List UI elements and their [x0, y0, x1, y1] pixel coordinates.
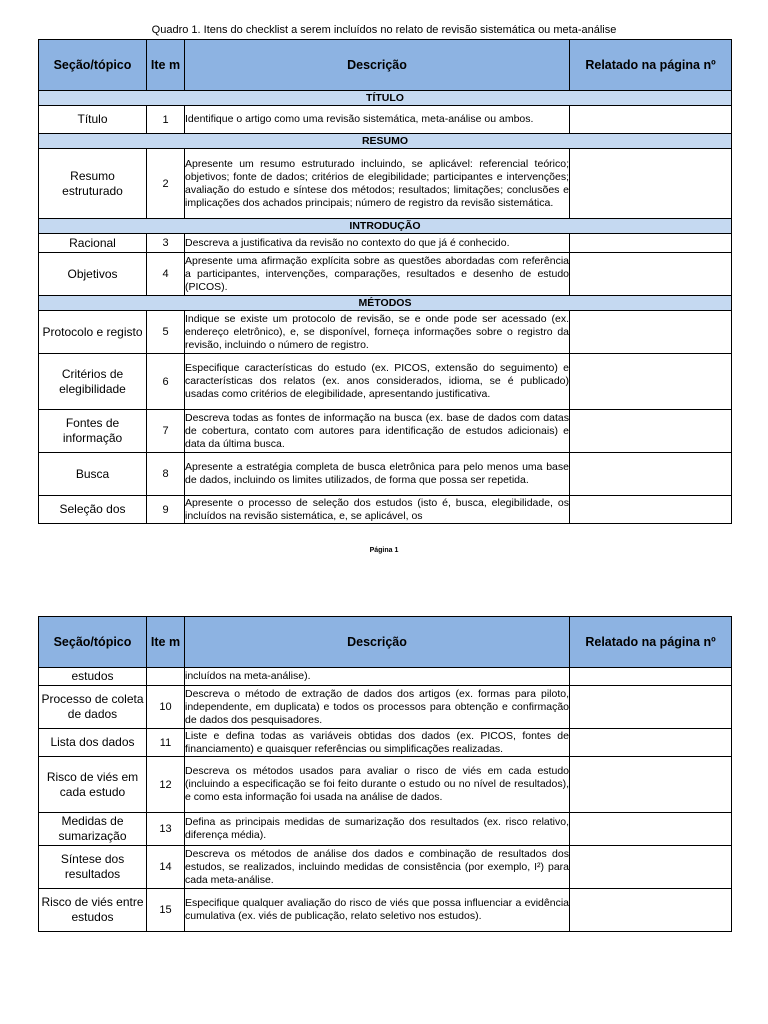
row-topic: Título: [39, 106, 147, 134]
row-page-cell: [570, 757, 732, 813]
row-item: 9: [147, 496, 185, 524]
row-topic: Lista dos dados: [39, 729, 147, 757]
row-page-cell: [570, 668, 732, 686]
row-item: 13: [147, 813, 185, 846]
row-topic: Resumo estruturado: [39, 149, 147, 219]
row-description: Especifique características do estudo (ex. PICOS, extensão do seguimento) e características dos relatos (ex. anos considerados, idioma, se é publicado) usadas como critérios de elegibilidade, apresentando justificativa.: [185, 354, 570, 410]
row-description: Descreva a justificativa da revisão no contexto do que já é conhecido.: [185, 234, 570, 253]
row-topic: Seleção dos: [39, 496, 147, 524]
table-row: [39, 889, 732, 932]
row-description: Liste e defina todas as variáveis obtidas dos dados (ex. PICOS, fontes de financiamento) e quaisquer referências ou simplificações realizadas.: [185, 729, 569, 755]
row-page-cell: [570, 889, 732, 932]
header-topic: Seção/tópico: [39, 617, 147, 668]
row-page-cell: [570, 686, 732, 729]
row-page-cell: [570, 106, 732, 134]
table-row: [39, 453, 732, 496]
row-page-cell: [570, 253, 732, 296]
table-row: [39, 729, 732, 757]
row-topic: Síntese dos resultados: [39, 846, 147, 889]
row-page-cell: [570, 410, 732, 453]
checklist-table-page-2: [38, 616, 732, 932]
header-page: Relatado na página nº: [570, 40, 732, 91]
row-description: Especifique qualquer avaliação do risco de viés que possa influenciar a evidência cumulativa (ex. viés de publicação, relato seletivo nos estudos).: [185, 889, 570, 932]
table-row: [39, 686, 732, 729]
table-row: [39, 149, 732, 219]
row-description: Descreva todas as fontes de informação na busca (ex. base de dados com datas de cobertura, contato com autores para identificação de estudos adicionais) e data da última busca.: [185, 410, 570, 453]
row-page-cell: [570, 354, 732, 410]
checklist-table-page-1: [38, 39, 732, 524]
table-row: [39, 106, 732, 134]
row-page-cell: [570, 729, 732, 757]
header-description: Descrição: [185, 617, 570, 668]
row-page-cell: [570, 846, 732, 889]
row-topic: estudos: [39, 668, 147, 686]
row-topic: Critérios de elegibilidade: [39, 354, 147, 410]
row-item: 12: [147, 757, 185, 813]
row-description: Indique se existe um protocolo de revisão, se e onde pode ser acessado (ex. endereço eletrônico), e, se disponível, forneça informações sobre o registro da revisão, incluindo o número de registro.: [185, 311, 570, 354]
row-item: 15: [147, 889, 185, 932]
row-item: 3: [147, 234, 185, 253]
table-row: [39, 757, 732, 813]
header-item: Ite m: [147, 40, 185, 91]
header-row: [39, 40, 732, 91]
row-page-cell: [570, 453, 732, 496]
row-page-cell: [570, 813, 732, 846]
row-topic: Risco de viés em cada estudo: [39, 757, 147, 813]
row-item: 5: [147, 311, 185, 354]
row-item: 2: [147, 149, 185, 219]
row-item: 14: [147, 846, 185, 889]
header-topic: Seção/tópico: [39, 40, 147, 91]
row-topic: Racional: [39, 234, 147, 253]
row-page-cell: [570, 234, 732, 253]
header-row: [39, 617, 732, 668]
page-footer: Página 1: [369, 547, 399, 554]
row-description: Apresente um resumo estruturado incluindo, se aplicável: referencial teórico; objetivos; fonte de dados; critérios de elegibilidade; participantes e intervenções; avaliação do estudo e síntese dos métodos; resultados; limitações; conclusões e implicações dos achados principais; número de registro da revisão sistemática.: [185, 149, 570, 219]
row-description: Descreva os métodos de análise dos dados e combinação de resultados dos estudos, se realizados, incluindo medidas de consistência (por exemplo, I²) para cada meta-análise.: [185, 846, 570, 889]
row-topic: Protocolo e registo: [39, 311, 147, 354]
row-description: Defina as principais medidas de sumarização dos resultados (ex. risco relativo, diferença média).: [185, 813, 570, 846]
section-row-resumo: [39, 134, 732, 149]
row-item: 10: [147, 686, 185, 729]
section-label: TÍTULO: [39, 91, 732, 106]
table-row: [39, 668, 732, 686]
row-topic: Busca: [39, 453, 147, 496]
row-item: 11: [147, 729, 185, 757]
row-topic: Processo de coleta de dados: [39, 686, 147, 729]
row-description: incluídos na meta-análise).: [185, 668, 570, 686]
row-item: 1: [147, 106, 185, 134]
section-label: MÉTODOS: [39, 296, 732, 311]
row-topic: Risco de viés entre estudos: [39, 889, 147, 932]
section-row-metodos: [39, 296, 732, 311]
row-description: Identifique o artigo como uma revisão sistemática, meta-análise ou ambos.: [185, 106, 570, 134]
table-row: [39, 354, 732, 410]
section-row-titulo: [39, 91, 732, 106]
table-row: [39, 813, 732, 846]
row-description: Apresente a estratégia completa de busca eletrônica para pelo menos uma base de dados, incluindo os limites utilizados, de forma que possa ser repetida.: [185, 453, 570, 496]
row-item: 6: [147, 354, 185, 410]
header-page: Relatado na página nº: [570, 617, 732, 668]
row-item: 7: [147, 410, 185, 453]
row-page-cell: [570, 311, 732, 354]
row-page-cell: [570, 149, 732, 219]
table-row: [39, 234, 732, 253]
header-item: Ite m: [147, 617, 185, 668]
row-description: Apresente o processo de seleção dos estudos (isto é, busca, elegibilidade, os incluídos na revisão sistemática, e, se aplicável, os: [185, 496, 569, 522]
row-description: Apresente uma afirmação explícita sobre as questões abordadas com referência a participantes, intervenções, comparações, resultados e desenho de estudo (PICOS).: [185, 253, 570, 296]
row-page-cell: [570, 496, 732, 524]
table-row: [39, 410, 732, 453]
row-item: 4: [147, 253, 185, 296]
section-row-introducao: [39, 219, 732, 234]
row-item: 8: [147, 453, 185, 496]
section-label: RESUMO: [39, 134, 732, 149]
row-topic: Fontes de informação: [39, 410, 147, 453]
row-description: Descreva os métodos usados para avaliar o risco de viés em cada estudo (incluindo a especificação se foi feito durante o estudo ou no nível de resultados), e como esta informação foi usada na análise de dados.: [185, 757, 570, 813]
table-row: [39, 311, 732, 354]
row-topic: Medidas de sumarização: [39, 813, 147, 846]
section-label: INTRODUÇÃO: [39, 219, 732, 234]
table-row: [39, 253, 732, 296]
table-row: [39, 846, 732, 889]
row-item: [147, 668, 185, 686]
header-description: Descrição: [185, 40, 570, 91]
table-row: [39, 496, 732, 524]
table-caption: Quadro 1. Itens do checklist a serem incluídos no relato de revisão sistemática ou meta-análise: [151, 24, 617, 36]
row-description: Descreva o método de extração de dados dos artigos (ex. formas para piloto, independente, em duplicata) e todos os processos para obtenção e confirmação de dados dos pesquisadores.: [185, 686, 570, 729]
row-topic: Objetivos: [39, 253, 147, 296]
